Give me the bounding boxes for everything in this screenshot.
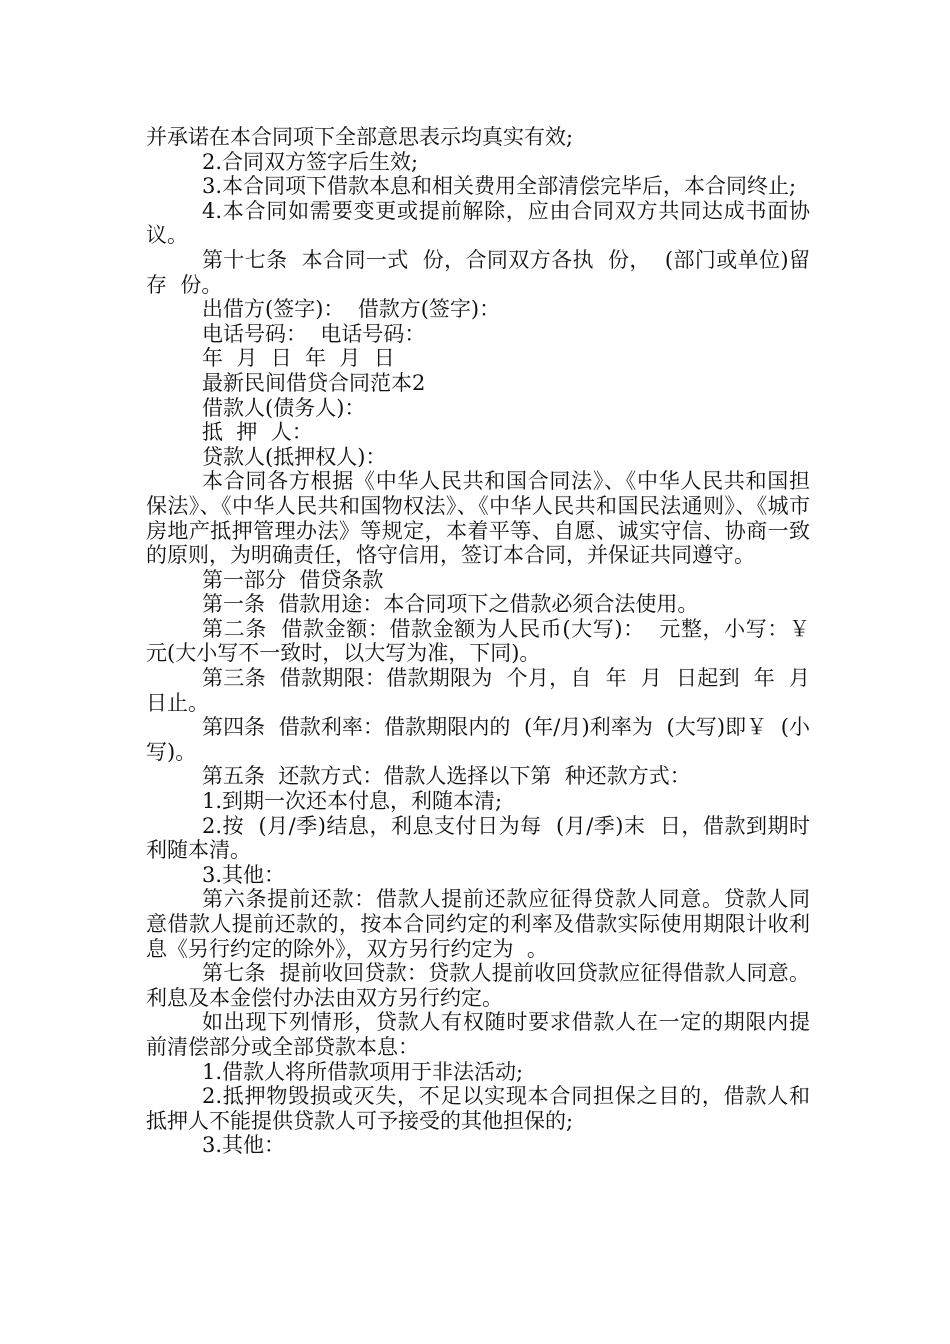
section-title: 最新民间借贷合同范本2 xyxy=(202,370,426,395)
paragraph: 第十七条 本合同一式 份，合同双方各执 份， (部门或单位)留存 份。 xyxy=(146,247,810,297)
paragraph: 3.本合同项下借款本息和相关费用全部清偿完毕后，本合同终止; xyxy=(202,174,797,199)
paragraph: 并承诺在本合同项下全部意思表示均真实有效; xyxy=(146,125,574,149)
document-page xyxy=(146,125,824,1158)
party-line: 抵 押 人： xyxy=(202,420,313,445)
clause: 第四条 借款利率：借款期限内的 (年/月)利率为 (大写)即￥ (小写)。 xyxy=(146,715,810,764)
clause: 第六条提前还款：借款人提前还款应征得贷款人同意。贷款人同意借款人提前还款的，按本合同约定的利率及借款实际使用期限计收利息《另行约定的除外》，双方另行约定为 。 xyxy=(146,887,810,961)
clause: 第一条 借款用途：本合同项下之借款必须合法使用。 xyxy=(202,592,699,617)
party-line: 借款人(债务人)： xyxy=(202,395,366,420)
list-item: 1.借款人将所借款项用于非法活动; xyxy=(202,1059,524,1084)
list-item: 3.其他： xyxy=(202,1133,286,1158)
paragraph: 本合同各方根据《中华人民共和国合同法》、《中华人民共和国担保法》、《中华人民共和国物权法》、《中华人民共和国民法通则》、《城市房地产抵押管理办法》等规定，本着平等、自愿、诚实守信、协商一致的原则，为明确责任，恪守信用，签订本合同，并保证共同遵守。 xyxy=(146,469,810,568)
list-item: 3.其他： xyxy=(202,862,286,887)
clause: 第五条 还款方式：借款人选择以下第 种还款方式： xyxy=(202,764,691,789)
list-item: 2.按 (月/季)结息，利息支付日为每 (月/季)末 日，借款到期时利随本清。 xyxy=(146,813,810,863)
part-heading: 第一部分 借贷条款 xyxy=(202,567,384,592)
list-item: 2.抵押物毁损或灭失，不足以实现本合同担保之目的，借款人和抵押人不能提供贷款人可予接受的其他担保的; xyxy=(146,1084,810,1133)
list-item: 1.到期一次还本付息，利随本清; xyxy=(202,789,503,814)
clause: 第二条 借款金额：借款金额为人民币(大写)： 元整，小写：￥ 元(大小写不一致时，以大写为准，下同)。 xyxy=(146,616,824,666)
date-line: 年 月 日 年 月 日 xyxy=(202,346,395,371)
paragraph: 2.合同双方签字后生效; xyxy=(202,149,419,174)
party-line: 贷款人(抵押权人)： xyxy=(202,444,387,469)
clause: 第七条 提前收回贷款：贷款人提前收回贷款应征得借款人同意。利息及本金偿付办法由双方另行约定。 xyxy=(146,961,810,1010)
paragraph: 4.本合同如需要变更或提前解除，应由合同双方共同达成书面协议。 xyxy=(146,198,810,248)
phone-line: 电话号码： 电话号码： xyxy=(202,321,426,346)
signature-line: 出借方(签字)： 借款方(签字)： xyxy=(202,297,501,322)
clause: 第三条 借款期限：借款期限为 个月，自 年 月 日起到 年 月 日止。 xyxy=(146,666,824,715)
paragraph: 如出现下列情形，贷款人有权随时要求借款人在一定的期限内提前清偿部分或全部贷款本息： xyxy=(146,1010,810,1059)
